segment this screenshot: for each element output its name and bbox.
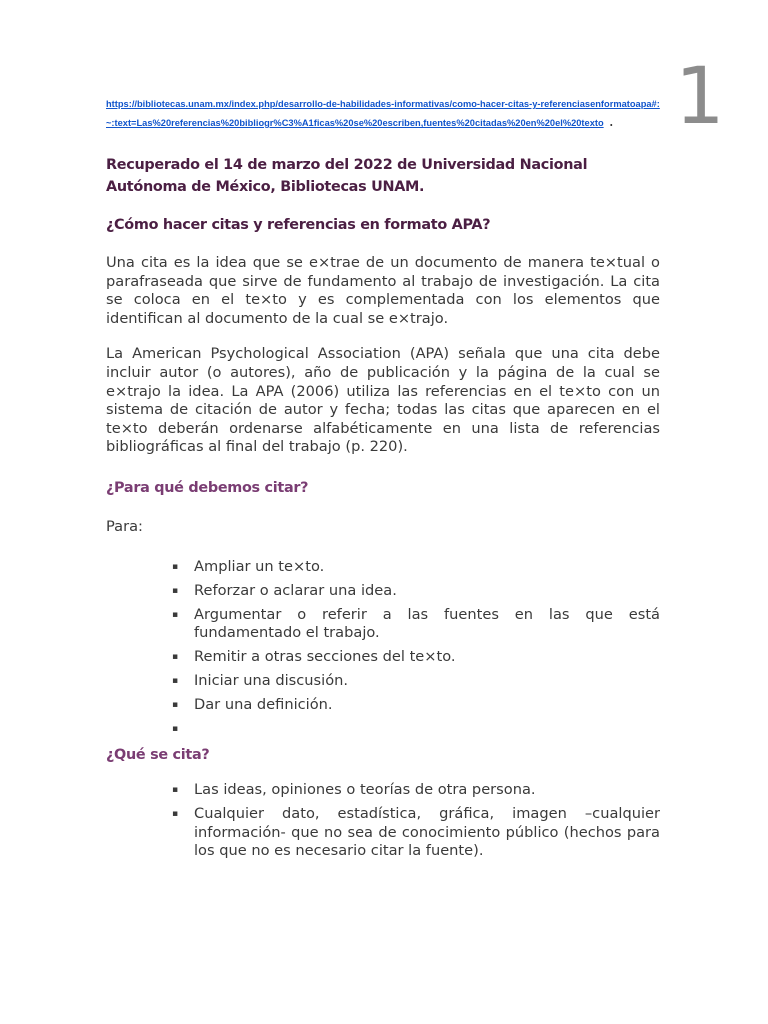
list-item-text: Cualquier dato, estadística, gráfica, imagen –cualquier información- que no sea de conocimiento público (hechos para los que no es necesario citar la fuente). — [194, 805, 660, 860]
paragraph-citation-definition: Una cita es la idea que se e×trae de un documento de manera te×tual o parafraseada que sirve de fundamento al trabajo de investigación. La cita se coloca en el te×to y es complementada con los elementos que identifican al documento de la cual se e×trajo. — [106, 254, 660, 327]
source-link-period: . — [608, 111, 614, 130]
list-item-text: Ampliar un te×to. — [194, 557, 325, 575]
retrieved-heading: Recuperado el 14 de marzo del 2022 de Universidad Nacional Autónoma de México, Bibliotecas UNAM. — [106, 157, 588, 195]
what-to-cite-heading: ¿Qué se cita? — [106, 747, 210, 764]
bullet-icon: ▪ — [172, 785, 179, 796]
paragraph-apa-description: La American Psychological Association (APA) señala que una cita debe incluir autor (o autores), año de publicación y la página de la cual se e×trajo la idea. La APA (2006) utiliza las referencias en el te×to con un sistema de citación de autor y fecha; todas las citas que aparecen en el te×to deberán ordenarse alfabéticamente en una lista de referencias bibliográficas al final del trabajo (p. 220). — [106, 345, 660, 456]
document-body — [106, 92, 660, 866]
list-item — [106, 558, 660, 577]
source-link[interactable]: https://bibliotecas.unam.mx/index.php/desarrollo-de-habilidades-informativas/como-hacer-citas-y-referenciasenformatoapa#:~:text=Las%20referencias%20bibliogr%C3%A1ficas%20se%20escriben,fuentes%20citadas%20en%20el%20texto — [106, 99, 660, 128]
list-item-text: Reforzar o aclarar una idea. — [194, 581, 397, 599]
source-link-block — [106, 92, 660, 130]
list-item — [106, 606, 660, 643]
list-item-text: Dar una definición. — [194, 696, 333, 714]
bullet-icon: ▪ — [172, 609, 179, 620]
bullet-icon: ▪ — [172, 652, 179, 663]
list-item-text: Remitir a otras secciones del te×to. — [194, 648, 456, 666]
list-item — [106, 648, 660, 667]
bullet-icon: ▪ — [172, 561, 179, 572]
bullet-icon: ▪ — [172, 585, 179, 596]
list-item-empty — [106, 720, 660, 739]
why-cite-heading: ¿Para qué debemos citar? — [106, 479, 309, 496]
how-to-cite-heading: ¿Cómo hacer citas y referencias en formato APA? — [106, 217, 491, 233]
page-number: 1 — [675, 52, 725, 142]
list-item — [106, 805, 660, 861]
list-item — [106, 582, 660, 601]
list-item — [106, 781, 660, 800]
bullet-icon: ▪ — [172, 724, 179, 735]
bullet-icon: ▪ — [172, 676, 179, 687]
list-item — [106, 672, 660, 691]
bullet-icon: ▪ — [172, 700, 179, 711]
what-to-cite-list — [106, 781, 660, 861]
list-item-text: Las ideas, opiniones o teorías de otra persona. — [194, 781, 536, 799]
list-item-text: Iniciar una discusión. — [194, 672, 349, 690]
list-item-text — [194, 720, 199, 737]
list-item — [106, 696, 660, 715]
bullet-icon: ▪ — [172, 809, 179, 819]
why-cite-list — [106, 558, 660, 739]
para-label: Para: — [106, 517, 143, 535]
list-item-text: Argumentar o referir a las fuentes en las que está fundamentado el trabajo. — [194, 605, 660, 642]
